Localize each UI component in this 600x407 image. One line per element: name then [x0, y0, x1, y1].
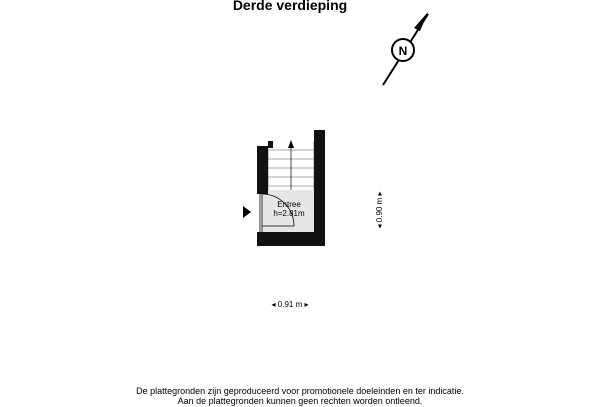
- dimension-width: ◂ 0.91 m ▸: [271, 300, 309, 309]
- room-height: h=2.81m: [273, 209, 305, 218]
- floor-title: Derde verdieping: [232, 0, 348, 13]
- staircase: [268, 140, 314, 190]
- room-name: Entree: [277, 200, 301, 209]
- disclaimer-line-2: Aan de plattegronden kunnen geen rechten worden ontleend.: [177, 396, 423, 406]
- svg-text:N: N: [398, 44, 408, 58]
- dimension-depth: ◂ 0.90 m ▸: [375, 191, 384, 229]
- north-arrow-icon: [383, 12, 428, 85]
- entrance-arrow-icon: [243, 206, 251, 218]
- disclaimer-line-1: De plattegronden zijn geproduceerd voor promotionele doeleinden en ter indicatie.: [136, 386, 464, 396]
